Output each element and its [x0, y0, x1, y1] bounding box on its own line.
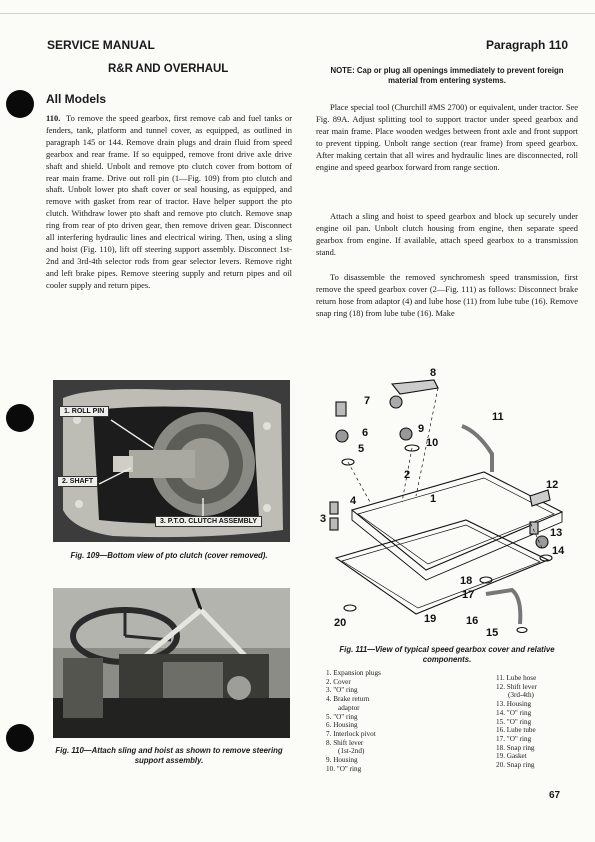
right-paragraph-3: To disassemble the removed synchromesh speed transmission, first remove the speed gearbox cover (2—Fig. 111) as follows: Disconnect brake return hose from adaptor (4) and lube hose (11) from lube tube (16). Remove snap ring (18) from lube tube (16). Make [316, 272, 578, 318]
legend-item: (1st-2nd) [338, 747, 365, 756]
punch-hole [6, 90, 34, 118]
legend-item: 20. Snap ring [496, 761, 535, 770]
callout-20: 20 [334, 617, 347, 629]
section-subtitle: R&R AND OVERHAUL [108, 63, 229, 75]
legend-item: 6. Housing [326, 721, 358, 730]
legend-item: 3. "O" ring [326, 686, 358, 695]
legend-item: 16. Lube tube [496, 726, 536, 735]
legend-item: 1. Expansion plugs [326, 669, 381, 677]
callout-17: 17 [462, 589, 475, 601]
callout-9: 9 [418, 423, 425, 435]
callout-4: 4 [350, 495, 357, 507]
fig111-legend-right [496, 674, 576, 770]
fig111-legend-left [326, 669, 446, 773]
legend-item: 4. Brake return [326, 695, 370, 704]
callout-7: 7 [364, 395, 371, 407]
section-title: All Models [46, 92, 107, 106]
sling-hoist-illustration [53, 588, 290, 738]
legend-item: adaptor [338, 703, 360, 712]
callout-2: 2 [404, 469, 411, 481]
paragraph-110 [46, 113, 292, 292]
top-rule [0, 13, 595, 14]
legend-item: 17. "O" ring [496, 734, 532, 743]
page-number: 67 [549, 790, 561, 801]
legend-item: 5. "O" ring [326, 712, 358, 721]
legend-item: 11. Lube hose [496, 674, 537, 682]
paragraph-number: 110. [46, 113, 61, 123]
legend-item: 10. "O" ring [326, 764, 362, 773]
paragraph-text: To remove the speed gearbox, first remove cab and fuel tanks or fenders, tank, platform and tunnel cover, as equipped, as outlined in paragraph 145 or 144. Remove drain plugs and drain fluid from speed gearbox and rear frame. If so equipped, remove front drive axle drive shaft and shield. Unbolt and remove pto clutch cover from bottom of rear main frame. Drive out roll pin (1—Fig. 109) from pto clutch and shaft. Unbolt lower pto shaft cover or seal housing, as equipped, and remove with gasket from rear of tractor. Have helper support the pto clutch. Withdraw lower pto shaft and remove pto clutch. Remove snap ring from rear of pto driven gear, then remove driven gear. Disconnect all interfering hydraulic lines and electrical wiring. Then, using a sling and hoist (Fig. 110), lift off steering support assembly. Disconnect 1st-2nd and 3rd-4th selector rods from gear selector levers. Remove right and left brake pipes. Remove steering supply and return pipes and oil cooler supply and return pipes. [46, 113, 292, 290]
callout-12: 12 [546, 479, 559, 491]
legend-item: 2. Cover [326, 677, 351, 686]
legend-item: 12. Shift lever [496, 682, 537, 691]
legend-item: (3rd-4th) [508, 691, 534, 700]
fig109-label-roll-pin: 1. ROLL PIN [59, 406, 109, 417]
callout-19: 19 [424, 613, 437, 625]
legend-item: 19. Gasket [496, 752, 527, 761]
callout-13: 13 [550, 527, 563, 539]
right-paragraph-2: Attach a sling and hoist to speed gearbox and block up securely under engine oil pan. Unbolt clutch housing from engine, then separate speed gearbox from engine. If available, attach speed gearbox to a transmission stand. [316, 211, 578, 257]
callout-18: 18 [460, 575, 473, 587]
callout-8: 8 [430, 367, 437, 379]
running-header-right: Paragraph 110 [486, 38, 569, 52]
fig109-caption: Fig. 109—Bottom view of pto clutch (cover removed). [70, 551, 268, 560]
callout-6: 6 [362, 427, 369, 439]
legend-item: 7. Interlock pivot [326, 729, 376, 738]
callout-11: 11 [492, 411, 504, 423]
callout-15: 15 [486, 627, 499, 638]
running-header-left: SERVICE MANUAL [47, 38, 155, 52]
fig111-exploded-diagram [316, 362, 578, 638]
punch-hole [6, 404, 34, 432]
fig109-photo [53, 380, 290, 542]
callout-1: 1 [430, 493, 437, 505]
callout-10: 10 [426, 437, 439, 449]
punch-hole [6, 724, 34, 752]
fig110-photo [53, 588, 290, 738]
callout-14: 14 [552, 545, 565, 557]
callout-16: 16 [466, 615, 479, 627]
callout-3: 3 [320, 513, 327, 525]
fig111-caption: Fig. 111—View of typical speed gearbox cover and relative components. [339, 645, 555, 664]
fig110-caption: Fig. 110—Attach sling and hoist as shown to remove steering support assembly. [55, 746, 283, 765]
legend-item: 15. "O" ring [496, 717, 532, 726]
legend-item: 18. Snap ring [496, 743, 535, 752]
fig109-label-clutch: 3. P.T.O. CLUTCH ASSEMBLY [155, 516, 262, 527]
note-box: NOTE: Cap or plug all openings immediately to prevent foreign material from entering systems. [330, 66, 564, 85]
legend-item: 13. Housing [496, 700, 532, 709]
legend-item: 8. Shift lever [326, 738, 364, 747]
callout-5: 5 [358, 443, 365, 455]
legend-item: 9. Housing [326, 756, 358, 765]
right-paragraph-1: Place special tool (Churchill #MS 2700) or equivalent, under tractor. See Fig. 89A. Adjust splitting tool to support tractor under speed gearbox and rear main frame. Place wooden wedges between front axle and front support to prevent tipping. Unbolt range section (rear frame) from speed gearbox. After making certain that all wires and hydraulic lines are disconnected, roll engine and speed gearbox forward from range section. [316, 102, 578, 172]
fig109-label-shaft: 2. SHAFT [57, 476, 98, 487]
legend-item: 14. "O" ring [496, 708, 532, 717]
